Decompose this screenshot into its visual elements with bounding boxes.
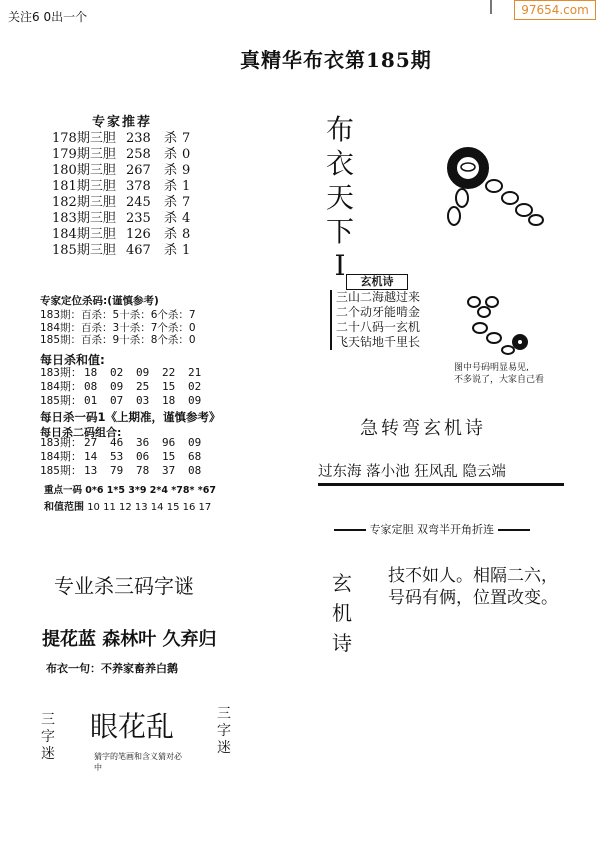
dash-left — [334, 529, 366, 531]
divider — [490, 0, 492, 14]
brain-teaser-line: 过东海 落小池 狂风乱 隐云端 — [318, 460, 564, 486]
recommend-row — [52, 243, 190, 259]
site-link[interactable]: 97654.com — [514, 0, 596, 20]
row-number: 08 — [188, 464, 202, 477]
chain-note-line1: 图中号码明显易见, — [454, 363, 529, 373]
row-number: 68 — [188, 450, 202, 463]
row-number: 02 — [188, 380, 202, 393]
mystic-poem — [330, 290, 420, 350]
hint-line: 技不如人。相隔二六， — [388, 566, 558, 586]
mystic-poem-label: 玄机诗 — [346, 274, 408, 290]
row-number: 18 — [162, 394, 176, 407]
recommend-cell-kill: 杀 — [164, 195, 178, 210]
recommend-row — [52, 211, 190, 227]
daily-one-code: 每日杀一码1《上期准，谨慎参考》 — [40, 410, 221, 424]
recommend-cell-issue: 182期三胆 — [52, 195, 116, 210]
buyi-sentence: 布衣一句：不养家畜养白鹅 — [46, 662, 178, 675]
recommend-cell-k: 4 — [182, 211, 191, 226]
recommend-cell-num: 267 — [126, 163, 151, 178]
row-number: 09 — [188, 394, 202, 407]
daily-sum-table — [40, 366, 214, 408]
row-number: 46 — [110, 436, 124, 449]
recommend-row — [52, 227, 190, 243]
recommend-cell-num: 238 — [126, 131, 151, 146]
expert-position-row: 183期：百杀：5十杀：6个杀：7 — [40, 309, 196, 321]
recommend-cell-num: 258 — [126, 147, 151, 162]
recommend-title: 专家推荐 — [92, 115, 153, 130]
hint-text — [388, 565, 558, 609]
row-number: 78 — [136, 464, 150, 477]
number-row — [40, 380, 214, 394]
number-row — [40, 436, 214, 450]
row-number: 53 — [110, 450, 124, 463]
row-number: 18 — [84, 366, 98, 379]
riddle-note: 猜字的笔画和含义猜对必中 — [94, 752, 182, 772]
recommend-cell-kill: 杀 — [164, 147, 178, 162]
expert-position-row: 185期：百杀：9十杀：8个杀：0 — [40, 334, 196, 346]
expert-fix-text: 专家定胆 双弯半开角折连 — [369, 523, 494, 536]
row-label: 185期： — [40, 464, 82, 477]
xuan-poem-vertical: 玄 机 诗 — [332, 571, 352, 655]
row-number: 09 — [188, 436, 202, 449]
riddle-label-right: 三 字 迷 — [217, 706, 231, 756]
row-number: 15 — [162, 450, 176, 463]
expert-position-list — [40, 309, 196, 347]
chain-note — [454, 362, 544, 386]
recommend-cell-k: 8 — [182, 227, 191, 242]
riddle-eyes: 眼花乱 — [90, 710, 175, 743]
recommend-cell-issue: 180期三胆 — [52, 163, 116, 178]
row-number: 07 — [110, 394, 124, 407]
row-number: 03 — [136, 394, 150, 407]
recommend-cell-kill: 杀 — [164, 227, 178, 242]
kill-three-title: 专业杀三码字谜 — [54, 574, 194, 598]
daily-two-table — [40, 436, 214, 478]
recommend-cell-k: 7 — [182, 195, 191, 210]
row-number: 09 — [110, 380, 124, 393]
sum-range-label: 和值范围 — [44, 502, 84, 513]
riddle-words: 提花蓝 森林叶 久弃归 — [42, 629, 217, 650]
recommend-cell-issue: 178期三胆 — [52, 131, 116, 146]
recommend-cell-kill: 杀 — [164, 243, 178, 258]
recommend-cell-num: 235 — [126, 211, 151, 226]
riddle-label-left: 三 字 迷 — [41, 712, 55, 762]
number-row — [40, 366, 214, 380]
row-label: 183期： — [40, 366, 82, 379]
number-row — [40, 464, 214, 478]
row-number: 25 — [136, 380, 150, 393]
recommend-cell-kill: 杀 — [164, 163, 178, 178]
sum-range — [44, 498, 211, 513]
recommend-cell-issue: 183期三胆 — [52, 211, 116, 226]
recommend-cell-issue: 184期三胆 — [52, 227, 116, 242]
number-row — [40, 394, 214, 408]
row-number: 02 — [110, 366, 124, 379]
sum-range-values: 10 11 12 13 14 15 16 17 — [87, 502, 212, 513]
row-number: 01 — [84, 394, 98, 407]
row-number: 27 — [84, 436, 98, 449]
recommend-cell-k: 7 — [182, 131, 191, 146]
row-number: 09 — [136, 366, 150, 379]
buyi-vertical-title: 布 衣 天 下 I — [325, 113, 354, 282]
recommend-cell-num: 467 — [126, 243, 151, 258]
mystic-poem-line: 二个动牙能啃金 — [336, 305, 421, 319]
daily-two-title: 每日杀二码组合: — [40, 426, 122, 439]
row-number: 22 — [162, 366, 176, 379]
row-label: 183期： — [40, 436, 82, 449]
daily-sum-title: 每日杀和值: — [40, 353, 105, 367]
recommend-row — [52, 179, 190, 195]
row-label: 184期： — [40, 380, 82, 393]
recommend-cell-k: 1 — [182, 243, 191, 258]
recommend-cell-kill: 杀 — [164, 131, 178, 146]
recommend-cell-k: 0 — [182, 147, 191, 162]
recommend-cell-kill: 杀 — [164, 179, 178, 194]
follow-text: 关注6 0出一个 — [8, 10, 88, 24]
recommend-cell-num: 126 — [126, 227, 151, 242]
row-number: 96 — [162, 436, 176, 449]
row-label: 184期： — [40, 450, 82, 463]
recommend-cell-issue: 179期三胆 — [52, 147, 116, 162]
recommend-cell-issue: 181期三胆 — [52, 179, 116, 194]
row-number: 21 — [188, 366, 202, 379]
recommend-row — [52, 147, 190, 163]
dash-right — [498, 529, 530, 531]
row-number: 36 — [136, 436, 150, 449]
chain-image-2 — [462, 292, 542, 362]
mystic-poem-line: 三山二海越过来 — [336, 290, 421, 304]
row-number: 37 — [162, 464, 176, 477]
recommend-cell-num: 378 — [126, 179, 151, 194]
expert-fixed-gall — [334, 521, 530, 537]
row-number: 15 — [162, 380, 176, 393]
mystic-poem-line: 二十八码一玄机 — [336, 320, 421, 334]
mystic-poem-line: 飞天钻地千里长 — [336, 335, 421, 349]
recommend-cell-kill: 杀 — [164, 211, 178, 226]
expert-position-title: 专家定位杀码:(谨慎参考) — [40, 295, 159, 307]
row-label: 185期： — [40, 394, 82, 407]
chain-note-line2: 不多说了，大家自己看 — [454, 375, 545, 385]
hint-line: 号码有俩，位置改变。 — [388, 588, 558, 608]
chain-image-1 — [440, 140, 550, 240]
key-code: 重点一码 0*6 1*5 3*9 2*4 *78* *67 — [44, 485, 216, 496]
row-number: 08 — [84, 380, 98, 393]
recommend-list — [52, 131, 190, 259]
recommend-cell-k: 1 — [182, 179, 191, 194]
brain-teaser-title: 急转弯玄机诗 — [360, 418, 486, 439]
row-number: 06 — [136, 450, 150, 463]
recommend-row — [52, 163, 190, 179]
recommend-row — [52, 195, 190, 211]
row-number: 14 — [84, 450, 98, 463]
recommend-cell-k: 9 — [182, 163, 191, 178]
expert-position-row: 184期：百杀：3十杀：7个杀：0 — [40, 321, 196, 334]
recommend-row — [52, 131, 190, 147]
row-number: 79 — [110, 464, 124, 477]
row-number: 13 — [84, 464, 98, 477]
page-title: 真精华布衣第185期 — [240, 48, 432, 72]
number-row — [40, 450, 214, 464]
recommend-cell-num: 245 — [126, 195, 151, 210]
recommend-cell-issue: 185期三胆 — [52, 243, 116, 258]
